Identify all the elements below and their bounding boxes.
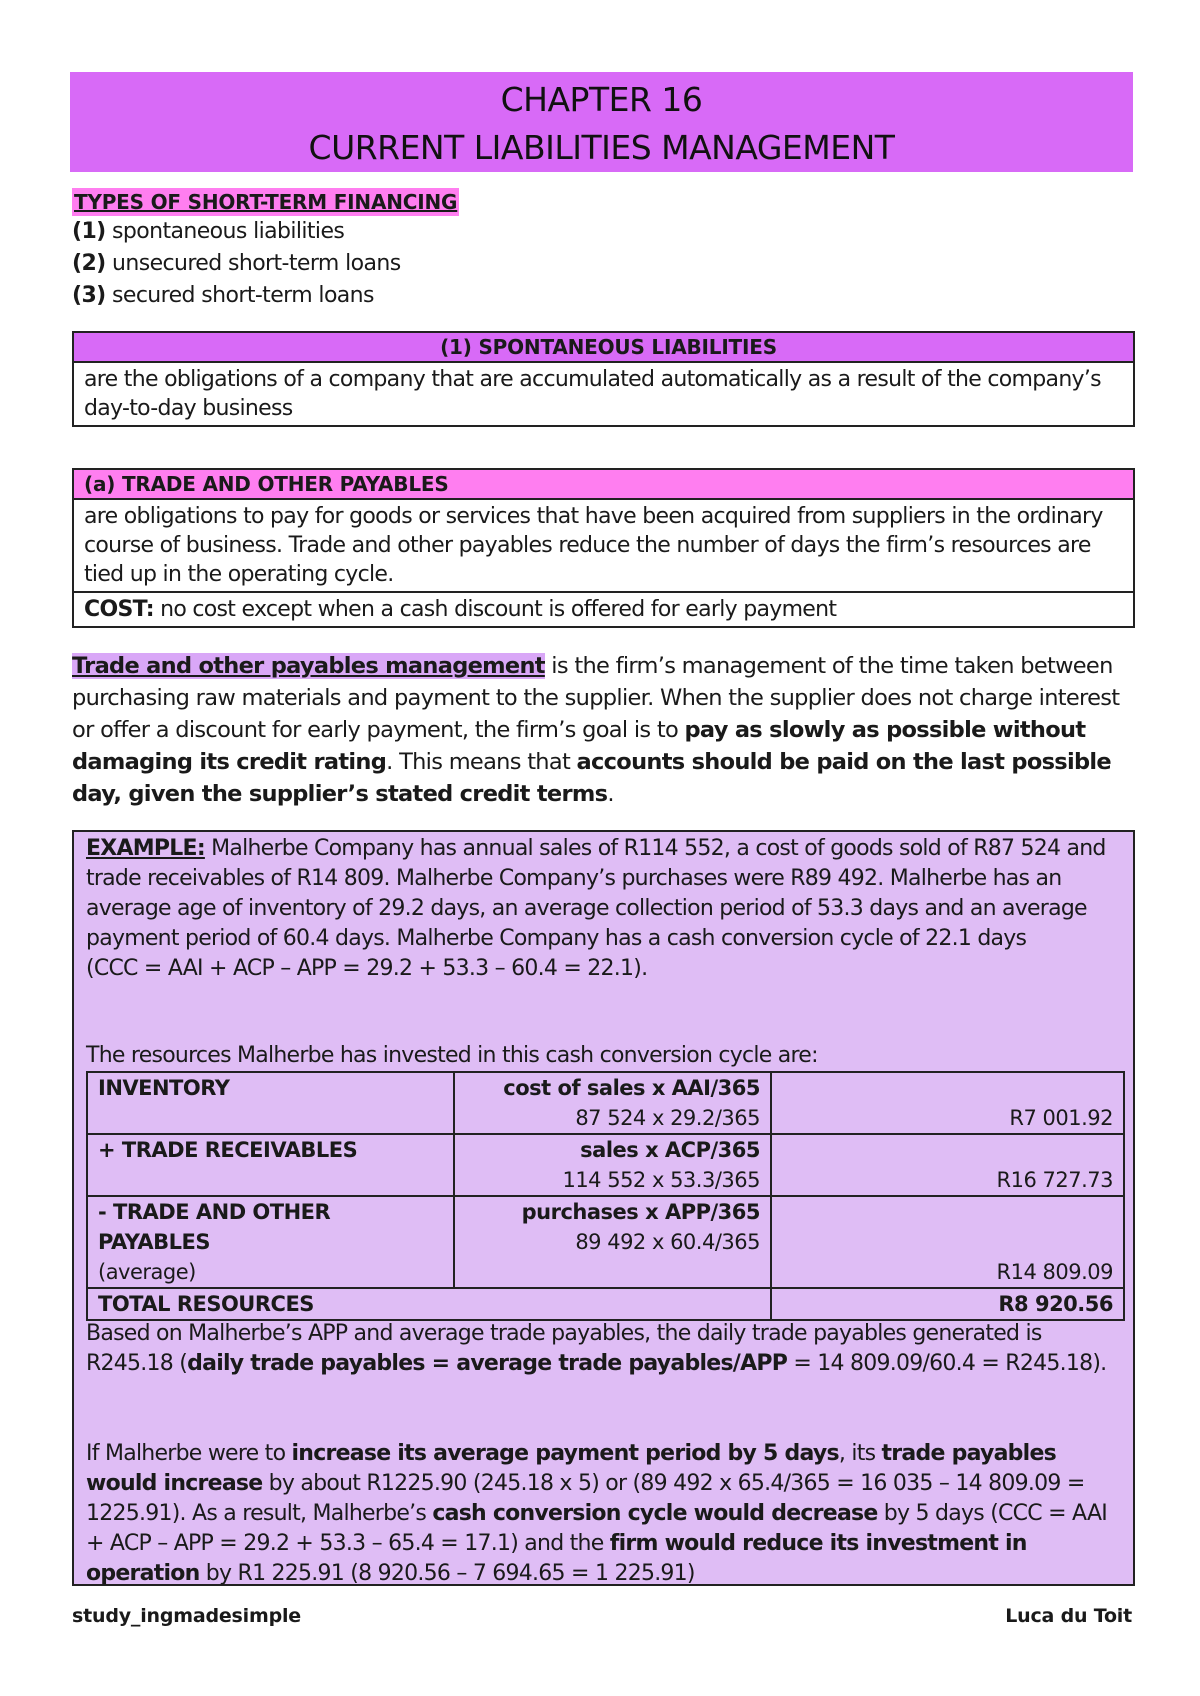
highlighted-term: Trade and other payables management [72,653,545,679]
types-heading: TYPES OF SHORT-TERM FINANCING [74,190,458,214]
trade-payables-cost: COST: no cost except when a cash discount is offered for early payment [74,591,1133,626]
chapter-title: CURRENT LIABILITIES MANAGEMENT [308,128,895,167]
table-row: + TRADE RECEIVABLES sales x ACP/365 114 552 x 53.3/365 R16 727.73 [87,1134,1124,1196]
table-row: INVENTORY cost of sales x AAI/365 87 524 x 29.2/365 R7 001.92 [87,1072,1124,1134]
chapter-banner [70,72,1133,172]
types-list [72,216,401,312]
example-box [72,830,1135,1586]
management-paragraph: Trade and other payables management is the firm’s management of the time taken between purchasing raw materials and payment to the supplier. When the supplier does not charge interest or offer a discount for early payment, the firm’s goal is to pay as slowly as possible without damaging its credit rating. This means that accounts should be paid on the last possible day, given the supplier’s stated credit terms. [72,653,1120,807]
trade-payables-definition: are obligations to pay for goods or services that have been acquired from suppliers in the ordinary course of business. Trade and other payables reduce the number of days the firm’s resources are tied up in the operating cycle. [84,504,1103,587]
resources-table [86,1071,1125,1321]
chapter-number: CHAPTER 16 [500,80,703,119]
list-item: (3) secured short-term loans [72,283,374,308]
total-row: TOTAL RESOURCES R8 920.56 [87,1288,1124,1320]
resources-intro: The resources Malherbe has invested in this cash conversion cycle are: [86,1043,818,1068]
trade-payables-header: (a) TRADE AND OTHER PAYABLES [74,470,1133,500]
example-intro: EXAMPLE: Malherbe Company has annual sales of R114 552, a cost of goods sold of R87 524 and trade receivables of R14 809. Malherbe Company’s purchases were R89 492. Malherbe has an average age of inventory of 29.2 days, an average collection period of 53.3 days and an average payment period of 60.4 days. Malherbe Company has a cash conversion cycle of 22.1 days (CCC = AAI + ACP – APP = 29.2 + 53.3 – 60.4 = 22.1). [86,836,1106,981]
trade-payables-box [72,468,1135,628]
spontaneous-header: (1) SPONTANEOUS LIABILITIES [74,333,1133,363]
increase-app-paragraph: If Malherbe were to increase its average payment period by 5 days, its trade payables would increase by about R1225.90 (245.18 x 5) or (89 492 x 65.4/365 = 16 035 – 14 809.09 = 1225.91). As a result, Malherbe’s cash conversion cycle would decrease by 5 days (CCC = AAI + ACP – APP = 29.2 + 53.3 – 65.4 = 17.1) and the firm would reduce its investment in operation by R1 225.91 (8 920.56 – 7 694.65 = 1 225.91) [86,1441,1107,1586]
spontaneous-definition: are the obligations of a company that are accumulated automatically as a result of the company’s day-to-day business [84,367,1101,421]
footer-author-handle: study_ingmadesimple [72,1605,301,1627]
list-item: (1) spontaneous liabilities [72,219,345,244]
list-item: (2) unsecured short-term loans [72,251,401,276]
daily-payables-paragraph: Based on Malherbe’s APP and average trade payables, the daily trade payables generated is R245.18 (daily trade payables = average trade payables/APP = 14 809.09/60.4 = R245.18). [86,1321,1107,1376]
table-row: - TRADE AND OTHER PAYABLES (average) purchases x APP/365 89 492 x 60.4/365 R14 809.09 [87,1196,1124,1288]
footer-author-name: Luca du Toit [1005,1605,1132,1627]
spontaneous-liabilities-box [72,331,1135,427]
